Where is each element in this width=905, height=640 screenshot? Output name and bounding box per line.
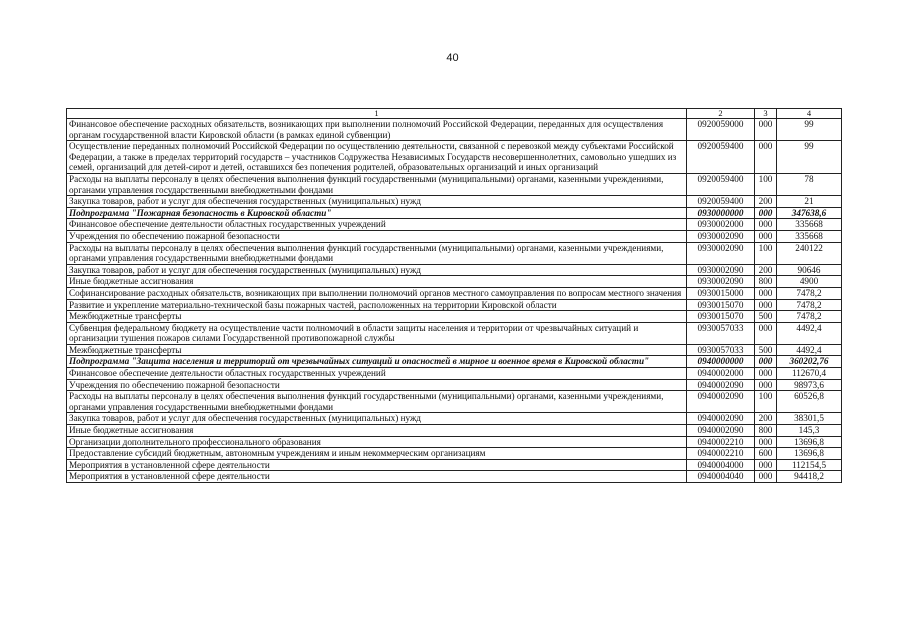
row-amount-cell: 112670,4 [777,368,842,380]
row-name-cell: Осуществление переданных полномочий Российской Федерации по осуществлению деятельности, связанной с перевозкой между субъектами Российской Федерации, а также в пределах территорий государств – участников Содружества Независимых Государств несовершеннолетних, самовольно ушедших из семей, организаций для детей-сирот и детей, оставшихся без попечения родителей, образовательных организаций и иных организаций [67,141,687,174]
table-row [67,299,842,311]
table-row [67,391,842,413]
table-row [67,368,842,380]
row-code-cell: 0930000000 [687,207,755,219]
row-code-cell: 0940002210 [687,448,755,460]
row-expense-type-cell: 000 [755,368,777,380]
row-expense-type-cell: 200 [755,264,777,276]
table-row [67,436,842,448]
row-expense-type-cell: 000 [755,322,777,344]
row-code-cell: 0930057033 [687,322,755,344]
row-amount-cell: 335668 [777,230,842,242]
row-code-cell: 0940002210 [687,436,755,448]
row-amount-cell: 98973,6 [777,379,842,391]
row-name-cell: Мероприятия в установленной сфере деятельности [67,459,687,471]
table-row [67,141,842,174]
row-name-cell: Организации дополнительного профессионального образования [67,436,687,448]
row-name-cell: Межбюджетные трансферты [67,311,687,323]
row-code-cell: 0940000000 [687,356,755,368]
row-amount-cell: 7478,2 [777,299,842,311]
row-expense-type-cell: 000 [755,356,777,368]
row-code-cell: 0930002000 [687,219,755,231]
row-name-cell: Закупка товаров, работ и услуг для обеспечения государственных (муниципальных) нужд [67,264,687,276]
table-row [67,344,842,356]
table-row [67,264,842,276]
column-header-amount: 4 [777,109,842,119]
table-row [67,448,842,460]
row-amount-cell: 99 [777,119,842,141]
row-expense-type-cell: 000 [755,471,777,483]
row-code-cell: 0920059000 [687,119,755,141]
row-amount-cell: 7478,2 [777,287,842,299]
row-name-cell: Расходы на выплаты персоналу в целях обеспечения выполнения функций государственными (муниципальными) органами, казенными учреждениями, органами управления государственными внебюджетными фондами [67,173,687,195]
row-code-cell: 0930002090 [687,264,755,276]
row-name-cell: Предоставление субсидий бюджетным, автономным учреждениям и иным некоммерческим организациям [67,448,687,460]
row-code-cell: 0930002090 [687,242,755,264]
row-name-cell: Софинансирование расходных обязательств, возникающих при выполнении полномочий органов местного самоуправления по вопросам местного значения [67,287,687,299]
table-row [67,287,842,299]
table-row [67,230,842,242]
table-row [67,425,842,437]
row-expense-type-cell: 100 [755,391,777,413]
row-amount-cell: 13696,8 [777,436,842,448]
table-row [67,413,842,425]
row-amount-cell: 78 [777,173,842,195]
table-row [67,379,842,391]
row-name-cell: Расходы на выплаты персоналу в целях обеспечения выполнения функций государственными (муниципальными) органами, казенными учреждениями, органами управления государственными внебюджетными фондами [67,391,687,413]
row-name-cell: Учреждения по обеспечению пожарной безопасности [67,230,687,242]
row-name-cell: Мероприятия в установленной сфере деятельности [67,471,687,483]
row-amount-cell: 38301,5 [777,413,842,425]
row-expense-type-cell: 200 [755,196,777,208]
row-expense-type-cell: 100 [755,173,777,195]
row-amount-cell: 347638,6 [777,207,842,219]
row-expense-type-cell: 000 [755,219,777,231]
row-amount-cell: 145,3 [777,425,842,437]
row-name-cell: Закупка товаров, работ и услуг для обеспечения государственных (муниципальных) нужд [67,196,687,208]
row-code-cell: 0930015000 [687,287,755,299]
row-name-cell: Финансовое обеспечение деятельности областных государственных учреждений [67,219,687,231]
row-expense-type-cell: 100 [755,242,777,264]
row-name-cell: Расходы на выплаты персоналу в целях обеспечения выполнения функций государственными (муниципальными) органами, казенными учреждениями, органами управления государственными внебюджетными фондами [67,242,687,264]
table-body [67,119,842,483]
table-row [67,119,842,141]
row-amount-cell: 4492,4 [777,344,842,356]
table-row [67,322,842,344]
row-expense-type-cell: 000 [755,141,777,174]
row-code-cell: 0940002090 [687,413,755,425]
row-name-cell: Иные бюджетные ассигнования [67,425,687,437]
row-code-cell: 0940002090 [687,379,755,391]
row-amount-cell: 4900 [777,276,842,288]
page-number: 40 [446,52,459,64]
row-expense-type-cell: 500 [755,344,777,356]
row-expense-type-cell: 000 [755,287,777,299]
row-amount-cell: 94418,2 [777,471,842,483]
row-amount-cell: 7478,2 [777,311,842,323]
column-header-expense-type: 3 [755,109,777,119]
row-name-cell: Закупка товаров, работ и услуг для обеспечения государственных (муниципальных) нужд [67,413,687,425]
table-row [67,276,842,288]
row-amount-cell: 21 [777,196,842,208]
row-expense-type-cell: 000 [755,119,777,141]
row-code-cell: 0940004040 [687,471,755,483]
column-header-code: 2 [687,109,755,119]
row-amount-cell: 4492,4 [777,322,842,344]
row-amount-cell: 99 [777,141,842,174]
row-expense-type-cell: 000 [755,379,777,391]
row-code-cell: 0930015070 [687,299,755,311]
row-expense-type-cell: 500 [755,311,777,323]
table-row [67,311,842,323]
row-expense-type-cell: 200 [755,413,777,425]
row-code-cell: 0940002090 [687,425,755,437]
table-row [67,196,842,208]
table-row [67,459,842,471]
row-name-cell: Финансовое обеспечение расходных обязательств, возникающих при выполнении полномочий Российской Федерации, переданных для осуществления органам государственной власти Кировской области (в рамках единой субвенции) [67,119,687,141]
row-name-cell: Подпрограмма "Пожарная безопасность в Кировской области" [67,207,687,219]
row-code-cell: 0930015070 [687,311,755,323]
row-amount-cell: 90646 [777,264,842,276]
row-code-cell: 0940002000 [687,368,755,380]
row-expense-type-cell: 600 [755,448,777,460]
table-header-row [67,109,842,119]
row-expense-type-cell: 000 [755,459,777,471]
row-code-cell: 0940004000 [687,459,755,471]
table-row [67,242,842,264]
row-expense-type-cell: 000 [755,207,777,219]
row-amount-cell: 240122 [777,242,842,264]
row-amount-cell: 60526,8 [777,391,842,413]
row-expense-type-cell: 000 [755,299,777,311]
row-name-cell: Межбюджетные трансферты [67,344,687,356]
row-amount-cell: 13696,8 [777,448,842,460]
row-name-cell: Финансовое обеспечение деятельности областных государственных учреждений [67,368,687,380]
row-name-cell: Субвенция федеральному бюджету на осуществление части полномочий в области защиты населения и территории от чрезвычайных ситуаций и организации тушения пожаров силами Государственной противопожарной службы [67,322,687,344]
table-row [67,219,842,231]
row-code-cell: 0920059400 [687,141,755,174]
row-expense-type-cell: 000 [755,230,777,242]
table-row [67,471,842,483]
row-code-cell: 0930002090 [687,230,755,242]
row-amount-cell: 112154,5 [777,459,842,471]
table-row [67,207,842,219]
row-code-cell: 0930002090 [687,276,755,288]
row-code-cell: 0940002090 [687,391,755,413]
table-row [67,173,842,195]
row-code-cell: 0930057033 [687,344,755,356]
table-row [67,356,842,368]
row-name-cell: Иные бюджетные ассигнования [67,276,687,288]
row-name-cell: Подпрограмма "Защита населения и территорий от чрезвычайных ситуаций и опасностей в мирное и военное время в Кировской области" [67,356,687,368]
column-header-name: 1 [67,109,687,119]
row-name-cell: Развитие и укрепление материально-технической базы пожарных частей, расположенных на территории Кировской области [67,299,687,311]
budget-table [66,108,842,483]
row-expense-type-cell: 800 [755,276,777,288]
row-code-cell: 0920059400 [687,173,755,195]
row-expense-type-cell: 800 [755,425,777,437]
row-expense-type-cell: 000 [755,436,777,448]
row-code-cell: 0920059400 [687,196,755,208]
row-amount-cell: 335668 [777,219,842,231]
row-amount-cell: 360202,76 [777,356,842,368]
row-name-cell: Учреждения по обеспечению пожарной безопасности [67,379,687,391]
